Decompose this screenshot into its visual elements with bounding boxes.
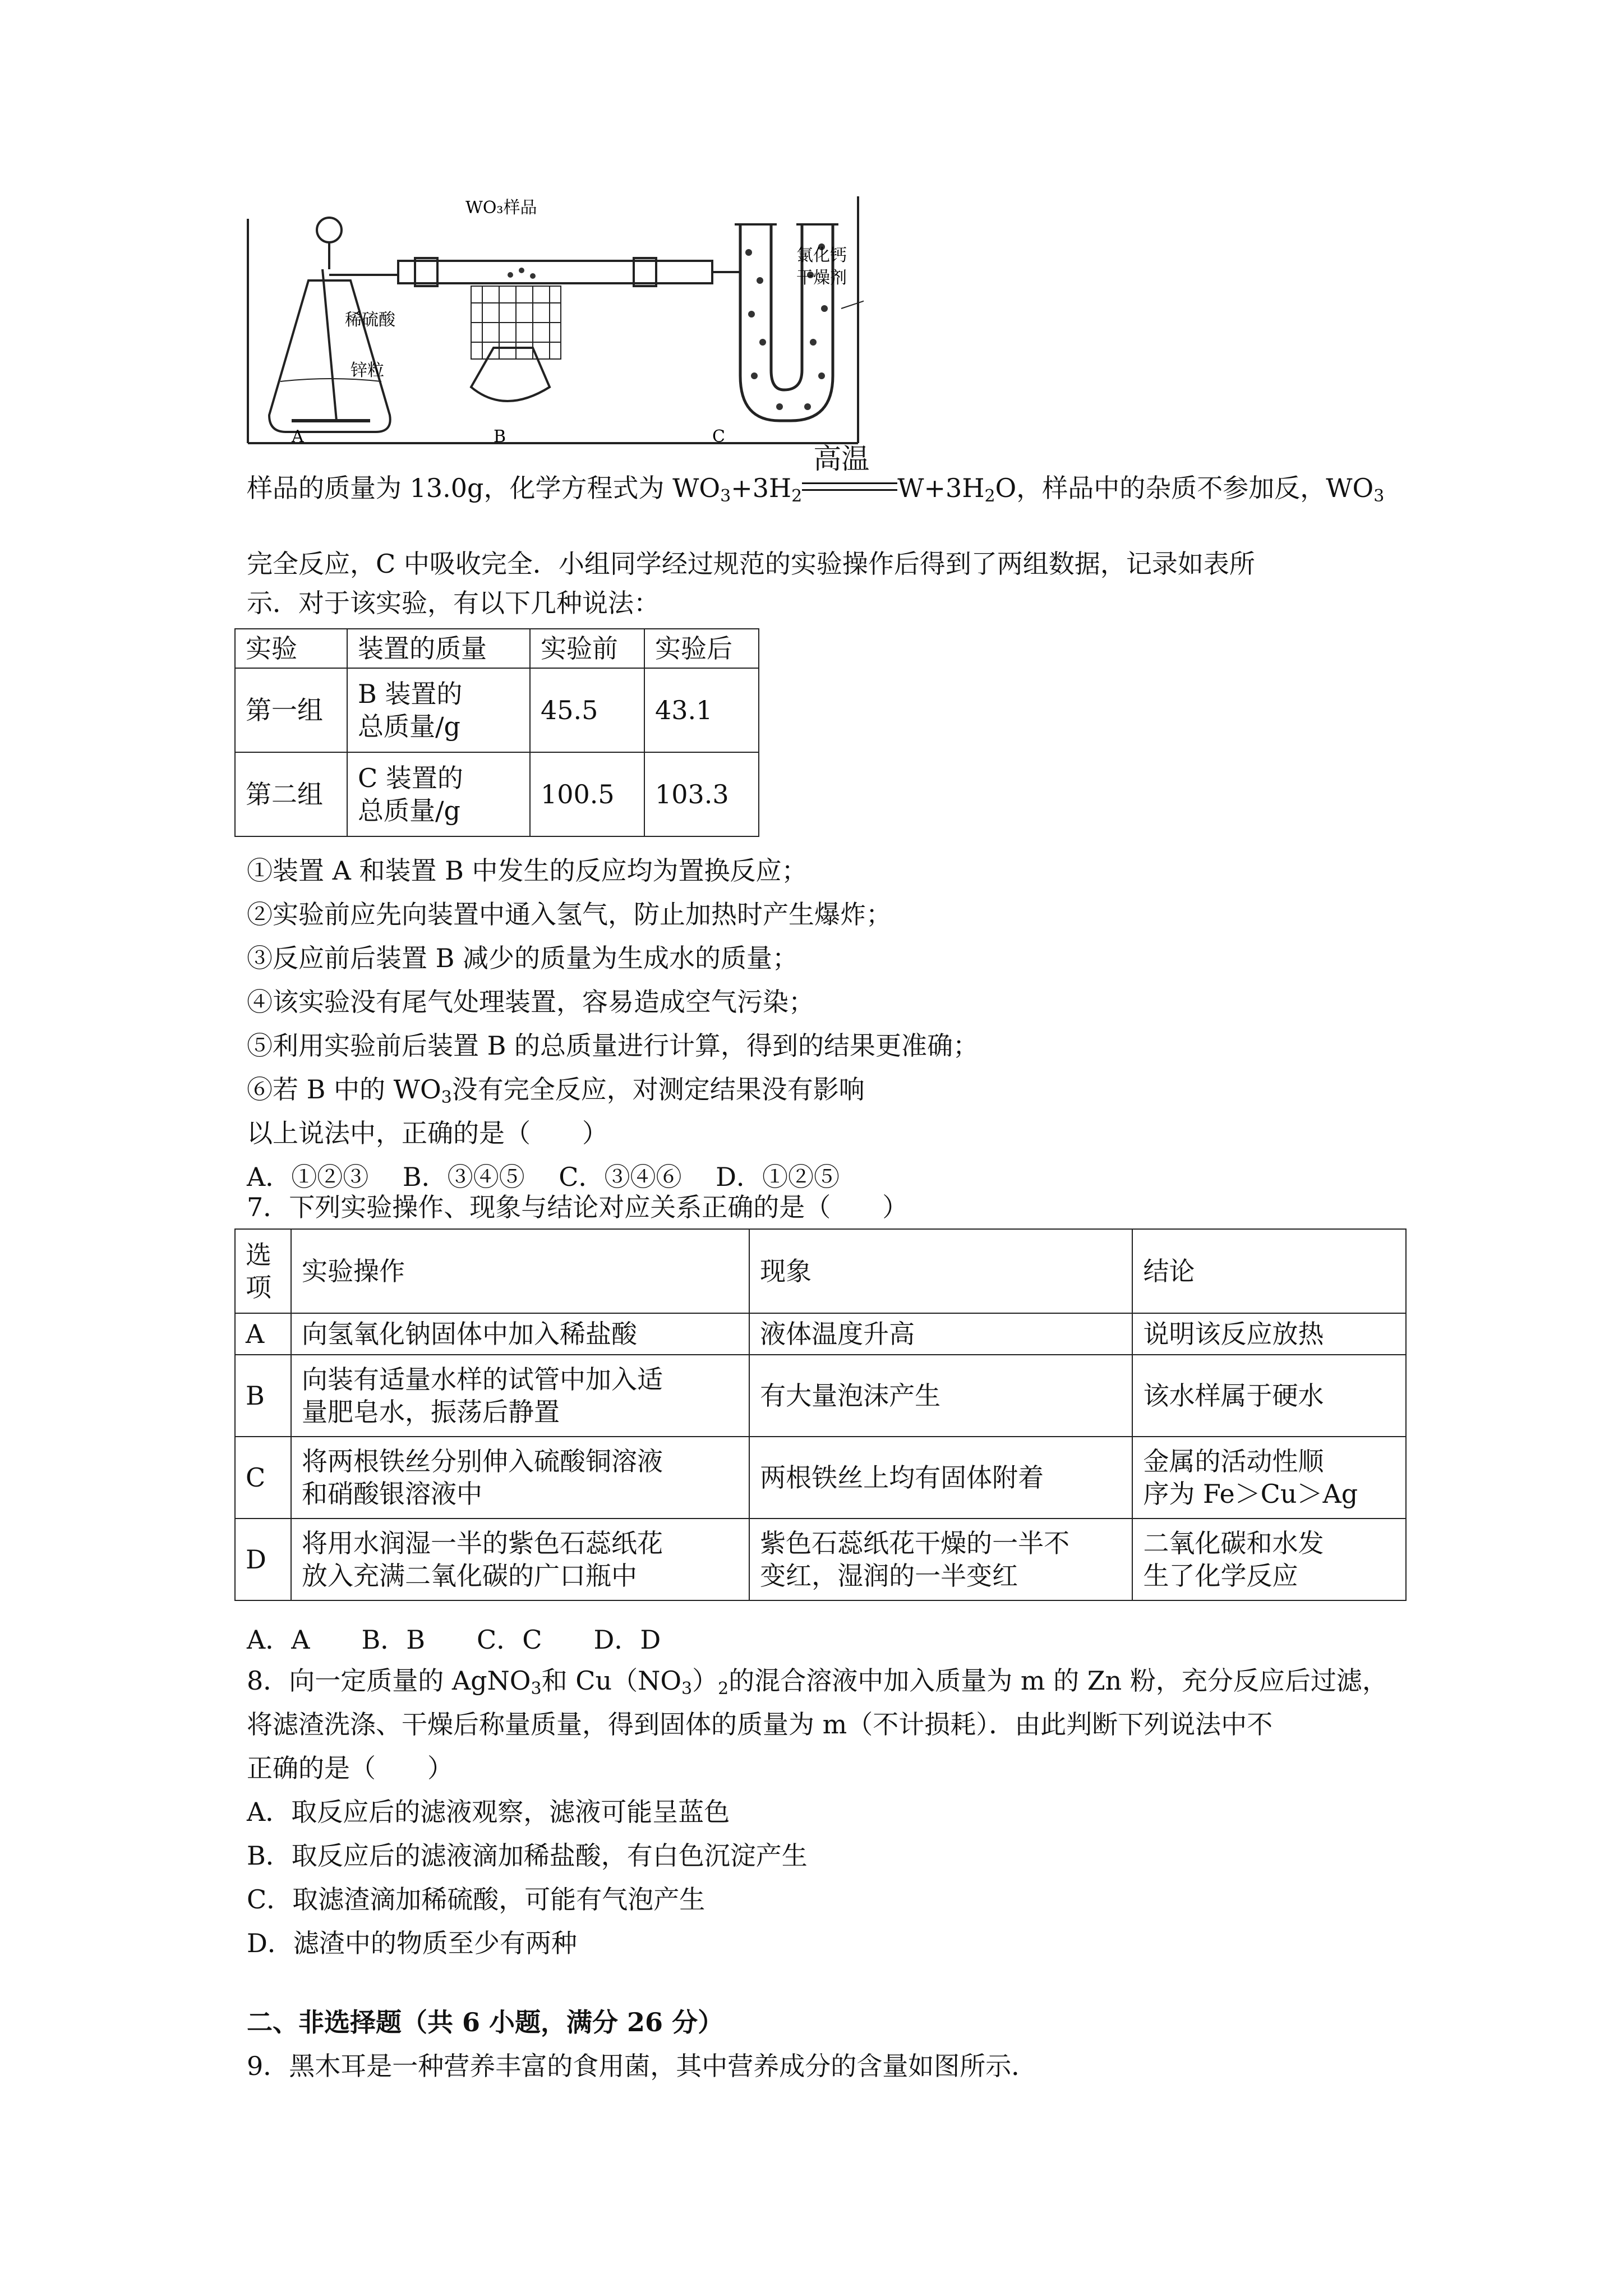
table-header xyxy=(235,1229,291,1313)
label-sample: WO₃样品 xyxy=(465,198,537,218)
cell-line: 和硝酸银溶液中 xyxy=(301,1479,482,1509)
cell-line: 将用水润湿一半的紫色石蕊纸花 xyxy=(301,1528,663,1558)
table-cell xyxy=(291,1437,749,1519)
table-cell xyxy=(1132,1437,1406,1519)
table-header: 装置的质量 xyxy=(347,629,530,668)
condition-label: 高温 xyxy=(813,443,870,475)
table-cell: C xyxy=(235,1437,291,1519)
table-cell xyxy=(291,1355,749,1437)
statement-2: ②实验前应先向装置中通入氢气，防止加热时产生爆炸； xyxy=(247,899,892,930)
table-cell: B xyxy=(235,1355,291,1437)
label-a: A xyxy=(292,427,304,447)
table-cell: 向氢氧化钠固体中加入稀盐酸 xyxy=(291,1313,749,1355)
cell-line: 紫色石蕊纸花干燥的一半不 xyxy=(760,1528,1070,1558)
paragraph-line: 完全反应，C 中吸收完全．小组同学经过规范的实验操作后得到了两组数据，记录如表所 xyxy=(247,549,1255,579)
cell-line: 金属的活动性顺 xyxy=(1143,1446,1324,1476)
option-c: C．取滤渣滴加稀硫酸，可能有气泡产生 xyxy=(247,1884,706,1915)
table-cell: 液体温度升高 xyxy=(749,1313,1132,1355)
statement-1: ①装置 A 和装置 B 中发生的反应均为置换反应； xyxy=(247,855,808,886)
question-8-line-1 xyxy=(247,1664,1388,1706)
text: 和 Cu（NO xyxy=(541,1665,682,1696)
subscript: 3 xyxy=(1373,486,1385,506)
question-8-line-3: 正确的是（ ） xyxy=(247,1753,453,1783)
section-title: 二、非选择题（共 6 小题，满分 26 分） xyxy=(247,2007,724,2037)
table-cell: 第二组 xyxy=(235,752,347,836)
subscript: 3 xyxy=(531,1679,542,1699)
data-table xyxy=(234,628,759,837)
cell-line: 变红，湿润的一半变红 xyxy=(760,1561,1018,1591)
label-acid: 稀硫酸 xyxy=(345,310,395,330)
apparatus-figure xyxy=(247,196,864,460)
text: +3H xyxy=(731,473,792,503)
statement-6 xyxy=(247,1073,865,1115)
table-cell: 45.5 xyxy=(530,668,644,752)
label-c: C xyxy=(712,427,725,447)
tube-b-icon xyxy=(398,261,712,283)
table-cell: 两根铁丝上均有固体附着 xyxy=(749,1437,1132,1519)
text: 8．向一定质量的 AgNO xyxy=(247,1665,531,1696)
table-cell xyxy=(749,1519,1132,1600)
reaction-condition xyxy=(802,443,897,505)
table-cell xyxy=(347,752,530,836)
table-cell xyxy=(347,668,530,752)
cell-line: B 装置的 xyxy=(358,679,463,709)
subscript: 2 xyxy=(791,486,803,506)
cell-line: 总质量/g xyxy=(358,711,460,742)
cell-line: C 装置的 xyxy=(358,763,463,793)
cell-line: 量肥皂水，振荡后静置 xyxy=(301,1397,560,1427)
cell-line: 生了化学反应 xyxy=(1143,1561,1298,1591)
cell-line: 二氧化碳和水发 xyxy=(1143,1528,1324,1558)
label-b: B xyxy=(494,427,506,447)
label-zinc: 锌粒 xyxy=(351,361,384,380)
label-desiccant-1: 氯化钙 xyxy=(796,246,847,265)
table-header: 实验后 xyxy=(644,629,759,668)
cell-line: 向装有适量水样的试管中加入适 xyxy=(301,1364,663,1395)
table-cell: 说明该反应放热 xyxy=(1132,1313,1406,1355)
table-cell: 有大量泡沫产生 xyxy=(749,1355,1132,1437)
text: W+3H xyxy=(897,473,985,503)
table-header: 实验前 xyxy=(530,629,644,668)
text: ） xyxy=(692,1665,718,1696)
cell-line: 选 xyxy=(246,1240,271,1270)
table-header: 实验操作 xyxy=(291,1229,749,1313)
equation-line xyxy=(247,443,1385,513)
table-cell xyxy=(291,1519,749,1600)
table-cell: D xyxy=(235,1519,291,1600)
cell-line: 放入充满二氧化碳的广口瓶中 xyxy=(301,1561,637,1591)
statement-4: ④该实验没有尾气处理装置，容易造成空气污染； xyxy=(247,987,814,1017)
paragraph-line: 示．对于该实验，有以下几种说法： xyxy=(247,588,660,618)
cell-line: 序为 Fe＞Cu＞Ag xyxy=(1143,1479,1358,1509)
option-a: A．取反应后的滤液观察，滤液可能呈蓝色 xyxy=(247,1797,730,1827)
option-d: D．滤渣中的物质至少有两种 xyxy=(247,1928,577,1958)
statement-3: ③反应前后装置 B 减少的质量为生成水的质量； xyxy=(247,943,799,973)
table-cell: 第一组 xyxy=(235,668,347,752)
text: ⑥若 B 中的 WO xyxy=(247,1074,441,1105)
cell-line: 总质量/g xyxy=(358,795,460,826)
subscript: 2 xyxy=(718,1679,729,1699)
text: O，样品中的杂质不参加反，WO xyxy=(995,473,1374,503)
label-desiccant-2: 干燥剂 xyxy=(796,268,847,288)
table-cell: A xyxy=(235,1313,291,1355)
question-title: 7．下列实验操作、现象与结论对应关系正确的是（ ） xyxy=(247,1192,909,1222)
text: 样品的质量为 13.0g，化学方程式为 WO xyxy=(247,473,721,503)
answer-options: A．①②③ B．③④⑤ C．③④⑥ D．①②⑤ xyxy=(247,1162,840,1192)
statement-5: ⑤利用实验前后装置 B 的总质量进行计算，得到的结果更准确； xyxy=(247,1030,979,1061)
text: 的混合溶液中加入质量为 m 的 Zn 粉，充分反应后过滤， xyxy=(728,1665,1388,1696)
text: 没有完全反应，对测定结果没有影响 xyxy=(451,1074,865,1105)
question-8-line-2: 将滤渣洗涤、干燥后称量质量，得到固体的质量为 m（不计损耗）．由此判断下列说法中不 xyxy=(247,1709,1273,1740)
table-header: 结论 xyxy=(1132,1229,1406,1313)
subscript: 3 xyxy=(720,486,731,506)
subscript: 2 xyxy=(984,486,995,506)
cell-line: 将两根铁丝分别伸入硫酸铜溶液 xyxy=(301,1446,663,1476)
question-9: 9．黑木耳是一种营养丰富的食用菌，其中营养成分的含量如图所示． xyxy=(247,2051,1038,2081)
subscript: 3 xyxy=(681,1679,693,1699)
option-b: B．取反应后的滤液滴加稀盐酸，有白色沉淀产生 xyxy=(247,1841,808,1871)
experiment-table xyxy=(234,1228,1407,1601)
question-prompt: 以上说法中，正确的是（ ） xyxy=(247,1118,608,1148)
table-header: 实验 xyxy=(235,629,347,668)
table-cell xyxy=(1132,1519,1406,1600)
table-cell: 103.3 xyxy=(644,752,759,836)
answer-options: A．A B．B C．C D．D xyxy=(247,1625,661,1655)
table-header: 现象 xyxy=(749,1229,1132,1313)
table-cell: 100.5 xyxy=(530,752,644,836)
table-cell: 该水样属于硬水 xyxy=(1132,1355,1406,1437)
subscript: 3 xyxy=(441,1088,452,1107)
table-cell: 43.1 xyxy=(644,668,759,752)
cell-line: 项 xyxy=(246,1272,271,1303)
